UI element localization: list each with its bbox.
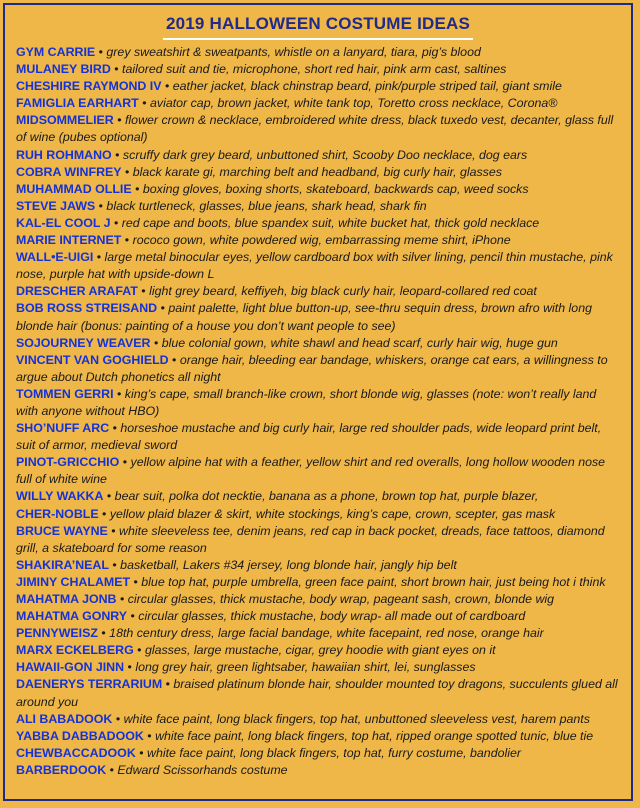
bullet-separator: •	[106, 762, 118, 777]
costume-description: braised platinum blonde hair, shoulder mounted toy dragons, succulents glued all around you	[16, 677, 618, 709]
bullet-separator: •	[109, 421, 121, 436]
costume-name: SHAKIRA’NEAL	[16, 557, 109, 572]
costume-entry	[16, 386, 621, 420]
costume-description: horseshoe mustache and big curly hair, large red shoulder pads, wide leopard print belt, suit of armor, medieval sword	[16, 421, 602, 453]
costume-description: 18th century dress, large facial bandage, white facepaint, red nose, orange hair	[109, 626, 544, 641]
bullet-separator: •	[97, 626, 110, 641]
costume-name: MAHATMA GONRY	[16, 609, 128, 624]
costume-entry	[16, 61, 621, 78]
costume-entry	[16, 745, 621, 762]
costume-entry	[16, 608, 621, 625]
costume-name: DRESCHER ARAFAT	[16, 284, 138, 299]
costume-description: orange hair, bleeding ear bandage, whiskers, orange cat ears, a willingness to argue about Dutch phonetics all night	[16, 352, 608, 384]
costume-name: MARIE INTERNET	[16, 233, 122, 248]
costume-entry	[16, 506, 621, 523]
costume-description: glasses, large mustache, cigar, grey hoodie with giant eyes on it	[144, 643, 496, 658]
costume-entry	[16, 488, 621, 505]
costume-entry	[16, 762, 621, 779]
costume-description: boxing gloves, boxing shorts, skateboard, backwards cap, weed socks	[142, 181, 529, 196]
costume-description: black karate gi, marching belt and headband, big curly hair, glasses	[132, 164, 502, 179]
bullet-separator: •	[133, 643, 145, 658]
costume-name: CHESHIRE RAYMOND IV	[16, 79, 162, 94]
bullet-separator: •	[113, 386, 125, 401]
costume-name: CHER-NOBLE	[16, 506, 99, 521]
costume-description: white face paint, long black fingers, top hat, ripped orange spotted tunic, blue tie	[155, 728, 594, 743]
costume-description: red cape and boots, blue spandex suit, white bucket hat, thick gold necklace	[121, 215, 540, 230]
costume-name: GYM CARRIE	[16, 45, 96, 59]
costume-entry	[16, 164, 621, 181]
costume-list	[5, 44, 631, 779]
bullet-separator: •	[143, 728, 156, 743]
costume-name: PINOT-GRICCHIO	[16, 455, 120, 470]
bullet-separator: •	[130, 574, 142, 589]
costume-description: tailored suit and tie, microphone, short red hair, pink arm cast, saltines	[122, 62, 507, 77]
costume-description: white face paint, long black fingers, top hat, furry costume, bandolier	[147, 745, 522, 760]
bullet-separator: •	[113, 113, 125, 128]
bullet-separator: •	[124, 660, 136, 675]
costume-name: PENNYWEISZ	[16, 626, 98, 641]
costume-entry	[16, 44, 621, 61]
costume-entry	[16, 659, 621, 676]
bullet-separator: •	[98, 506, 110, 521]
costume-entry	[16, 232, 621, 249]
costume-description: bear suit, polka dot necktie, banana as a phone, brown top hat, purple blazer,	[114, 489, 539, 504]
costume-name: ALI BABADOOK	[16, 711, 113, 726]
costume-entry	[16, 300, 621, 334]
bullet-separator: •	[161, 79, 173, 94]
bullet-separator: •	[93, 250, 105, 265]
costume-name: DAENERYS TERRARIUM	[16, 677, 163, 692]
costume-name: VINCENT VAN GOGHIELD	[16, 352, 169, 367]
bullet-separator: •	[116, 592, 128, 606]
costume-description: blue top hat, purple umbrella, green face paint, short brown hair, just being hot i think	[141, 574, 606, 589]
costume-description: light grey beard, keffiyeh, big black curly hair, leopard-collared red coat	[149, 284, 537, 299]
costume-description: blue colonial gown, white shawl and head scarf, curly hair wig, huge gun	[161, 335, 558, 350]
costume-name: KAL-EL COOL J	[16, 215, 111, 230]
bullet-separator: •	[110, 62, 123, 77]
costume-name: WILLY WAKKA	[16, 489, 104, 504]
costume-name: MUHAMMAD OLLIE	[16, 181, 132, 196]
costume-description: basketball, Lakers #34 jersey, long blonde hair, jangly hip belt	[120, 557, 457, 572]
costume-name: MAHATMA JONB	[16, 592, 117, 606]
costume-name: MIDSOMMELIER	[16, 113, 114, 128]
costume-name: SHO’NUFF ARC	[16, 421, 110, 436]
bullet-separator: •	[138, 96, 150, 111]
costume-name: SOJOURNEY WEAVER	[16, 335, 151, 350]
costume-description: circular glasses, thick mustache, body wrap- all made out of cardboard	[138, 609, 526, 624]
bullet-separator: •	[121, 164, 133, 179]
costume-description: large metal binocular eyes, yellow cardboard box with silver lining, pencil thin mustache, pink nose, purple hat with upside-down L	[16, 250, 613, 282]
bullet-separator: •	[110, 215, 122, 230]
costume-entry	[16, 591, 621, 608]
costume-name: TOMMEN GERRI	[16, 386, 114, 401]
bullet-separator: •	[168, 352, 180, 367]
costume-entry	[16, 454, 621, 488]
costume-description: king’s cape, small branch-like crown, short blonde wig, glasses (note: won’t really land with anyone without HBO)	[16, 386, 597, 418]
costume-name: COBRA WINFREY	[16, 164, 122, 179]
costume-entry	[16, 420, 621, 454]
title-underline	[163, 38, 473, 40]
costume-entry	[16, 523, 621, 557]
costume-name: MULANEY BIRD	[16, 62, 111, 77]
costume-entry	[16, 676, 621, 710]
costume-description: yellow alpine hat with a feather, yellow shirt and red overalls, long hollow wooden nose full of white wine	[16, 455, 606, 487]
costume-entry	[16, 728, 621, 745]
costume-entry	[16, 198, 621, 215]
costume-name: BOB ROSS STREISAND	[16, 301, 158, 316]
costume-description: grey sweatshirt & sweatpants, whistle on a lanyard, tiara, pig’s blood	[106, 45, 481, 59]
costume-description: aviator cap, brown jacket, white tank top, Toretto cross necklace, Corona®	[149, 96, 558, 111]
bullet-separator: •	[108, 557, 121, 572]
costume-entry	[16, 642, 621, 659]
costume-name: WALL•E-UIGI	[16, 250, 94, 265]
costume-entry	[16, 95, 621, 112]
bullet-separator: •	[150, 335, 162, 350]
bullet-separator: •	[111, 147, 123, 162]
costume-description: white face paint, long black fingers, top hat, unbuttoned sleeveless vest, harem pants	[123, 711, 590, 726]
costume-entry	[16, 557, 621, 574]
costume-description: scruffy dark grey beard, unbuttoned shirt, Scooby Doo necklace, dog ears	[122, 147, 528, 162]
costume-name: STEVE JAWS	[16, 198, 96, 213]
costume-entry	[16, 249, 621, 283]
costume-name: FAMIGLIA EARHART	[16, 96, 139, 111]
costume-entry	[16, 352, 621, 386]
costume-entry	[16, 283, 621, 300]
bullet-separator: •	[137, 284, 150, 299]
costume-entry	[16, 181, 621, 198]
costume-description: white sleeveless tee, denim jeans, red cap in back pocket, dreads, face tattoos, diamond grill, a skateboard for some reason	[16, 523, 605, 555]
bullet-separator: •	[162, 677, 174, 692]
costume-description: circular glasses, thick mustache, body wrap, pageant sash, crown, blonde wig	[127, 592, 555, 606]
costume-entry	[16, 112, 621, 146]
costume-name: BARBERDOOK	[16, 762, 107, 777]
bullet-separator: •	[131, 181, 143, 196]
costume-description: paint palette, light blue button-up, see-thru sequin dress, brown afro with long blonde hair (bonus: painting of a house you don’t want people to see)	[16, 301, 592, 333]
poster-frame	[3, 3, 633, 801]
costume-description: rococo gown, white powdered wig, embarrassing meme shirt, iPhone	[132, 233, 511, 248]
costume-description: black turtleneck, glasses, blue jeans, shark head, shark fin	[106, 198, 427, 213]
costume-entry	[16, 78, 621, 95]
bullet-separator: •	[121, 233, 133, 248]
bullet-separator: •	[135, 745, 148, 760]
costume-description: long grey hair, green lightsaber, hawaiian shirt, lei, sunglasses	[135, 660, 476, 675]
costume-name: RUH ROHMANO	[16, 147, 112, 162]
costume-description: yellow plaid blazer & skirt, white stockings, king’s cape, crown, scepter, gas mask	[109, 506, 556, 521]
costume-name: YABBA DABBADOOK	[16, 728, 144, 743]
costume-description: Edward Scissorhands costume	[117, 762, 288, 777]
costume-name: CHEWBACCADOOK	[16, 745, 136, 760]
costume-name: HAWAII-GON JINN	[16, 660, 125, 675]
costume-description: flower crown & necklace, embroidered white dress, black tuxedo vest, decanter, glass full of wine (pubes optional)	[16, 113, 614, 145]
bullet-separator: •	[119, 455, 131, 470]
costume-entry	[16, 711, 621, 728]
costume-entry	[16, 574, 621, 591]
bullet-separator: •	[103, 489, 115, 504]
costume-name: BRUCE WAYNE	[16, 523, 108, 538]
costume-name: MARX ECKELBERG	[16, 643, 134, 658]
costume-name: JIMINY CHALAMET	[16, 574, 131, 589]
bullet-separator: •	[95, 198, 107, 213]
bullet-separator: •	[112, 711, 124, 726]
bullet-separator: •	[95, 45, 107, 59]
costume-entry	[16, 625, 621, 642]
page-title: 2019 HALLOWEEN COSTUME IDEAS	[165, 14, 471, 33]
costume-entry	[16, 335, 621, 352]
bullet-separator: •	[107, 523, 120, 538]
bullet-separator: •	[127, 609, 139, 624]
bullet-separator: •	[157, 301, 169, 316]
costume-entry	[16, 215, 621, 232]
costume-description: eather jacket, black chinstrap beard, pink/purple striped tail, giant smile	[172, 79, 562, 94]
costume-entry	[16, 147, 621, 164]
